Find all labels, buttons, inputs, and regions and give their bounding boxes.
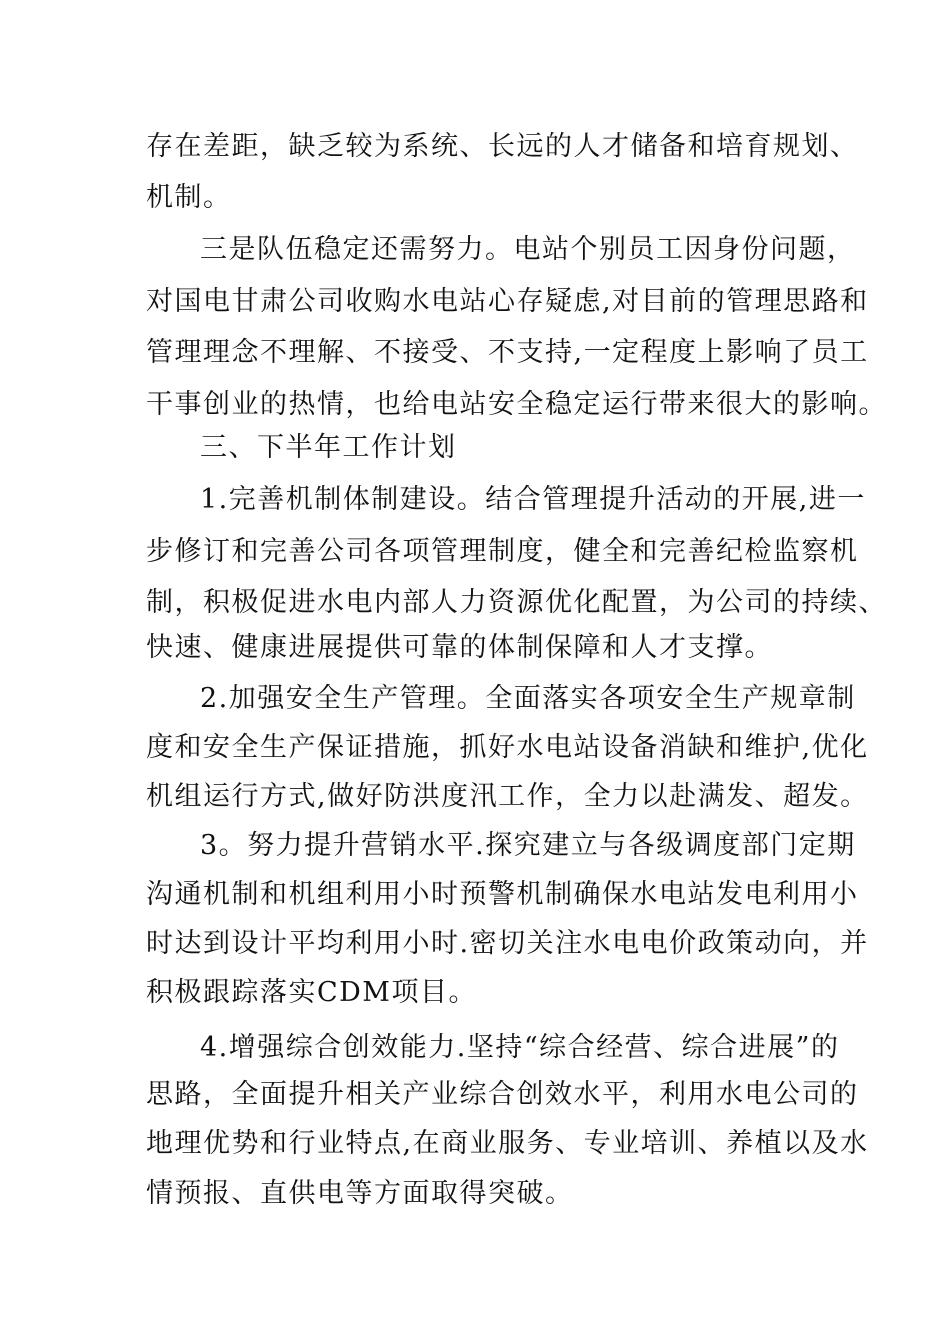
text-line-14: 机组运行方式,做好防洪度汛工作，全力以赴满发、超发。 — [146, 781, 869, 812]
text-line-13: 度和安全生产保证措施，抓好水电站设备消缺和维护,优化 — [146, 732, 869, 763]
text-line-6: 干事创业的热情，也给电站安全稳定运行带来很大的影响。 — [146, 389, 887, 420]
text-line-8: 1.完善机制体制建设。结合管理提升活动的开展,进一 — [200, 484, 866, 515]
text-line-15: 3。努力提升营销水平.探究建立与各级调度部门定期 — [200, 830, 856, 861]
text-line-20: 思路，全面提升相关产业综合创效水平，利用水电公司的 — [146, 1079, 859, 1110]
text-line-9: 步修订和完善公司各项管理制度，健全和完善纪检监察机 — [146, 536, 859, 567]
text-line-22: 情预报、直供电等方面取得突破。 — [146, 1178, 574, 1209]
text-line-18: 积极跟踪落实CDM项目。 — [146, 977, 477, 1008]
text-line-10: 制，积极促进水电内部人力资源优化配置，为公司的持续、 — [146, 587, 887, 618]
text-line-4: 对国电甘肃公司收购水电站心存疑虑,对目前的管理思路和 — [146, 286, 869, 317]
text-line-19: 4.增强综合创效能力.坚持“综合经营、综合进展”的 — [200, 1032, 840, 1063]
text-line-16: 沟通机制和机组利用小时预警机制确保水电站发电利用小 — [146, 879, 859, 910]
text-line-2: 机制。 — [146, 182, 232, 213]
text-line-3: 三是队伍稳定还需努力。电站个别员工因身份问题， — [200, 234, 856, 265]
text-line-5: 管理理念不理解、不接受、不支持,一定程度上影响了员工 — [146, 337, 869, 368]
text-line-1: 存在差距，缺乏较为系统、长远的人才储备和培育规划、 — [146, 131, 859, 162]
text-line-21: 地理优势和行业特点,在商业服务、专业培训、养植以及水 — [146, 1128, 869, 1159]
section-heading: 三、下半年工作计划 — [200, 432, 457, 463]
text-line-17: 时达到设计平均利用小时.密切关注水电电价政策动向，并 — [146, 928, 869, 959]
text-line-12: 2.加强安全生产管理。全面落实各项安全生产规章制 — [200, 683, 856, 714]
text-line-11: 快速、健康进展提供可靠的体制保障和人才支撑。 — [146, 632, 773, 663]
